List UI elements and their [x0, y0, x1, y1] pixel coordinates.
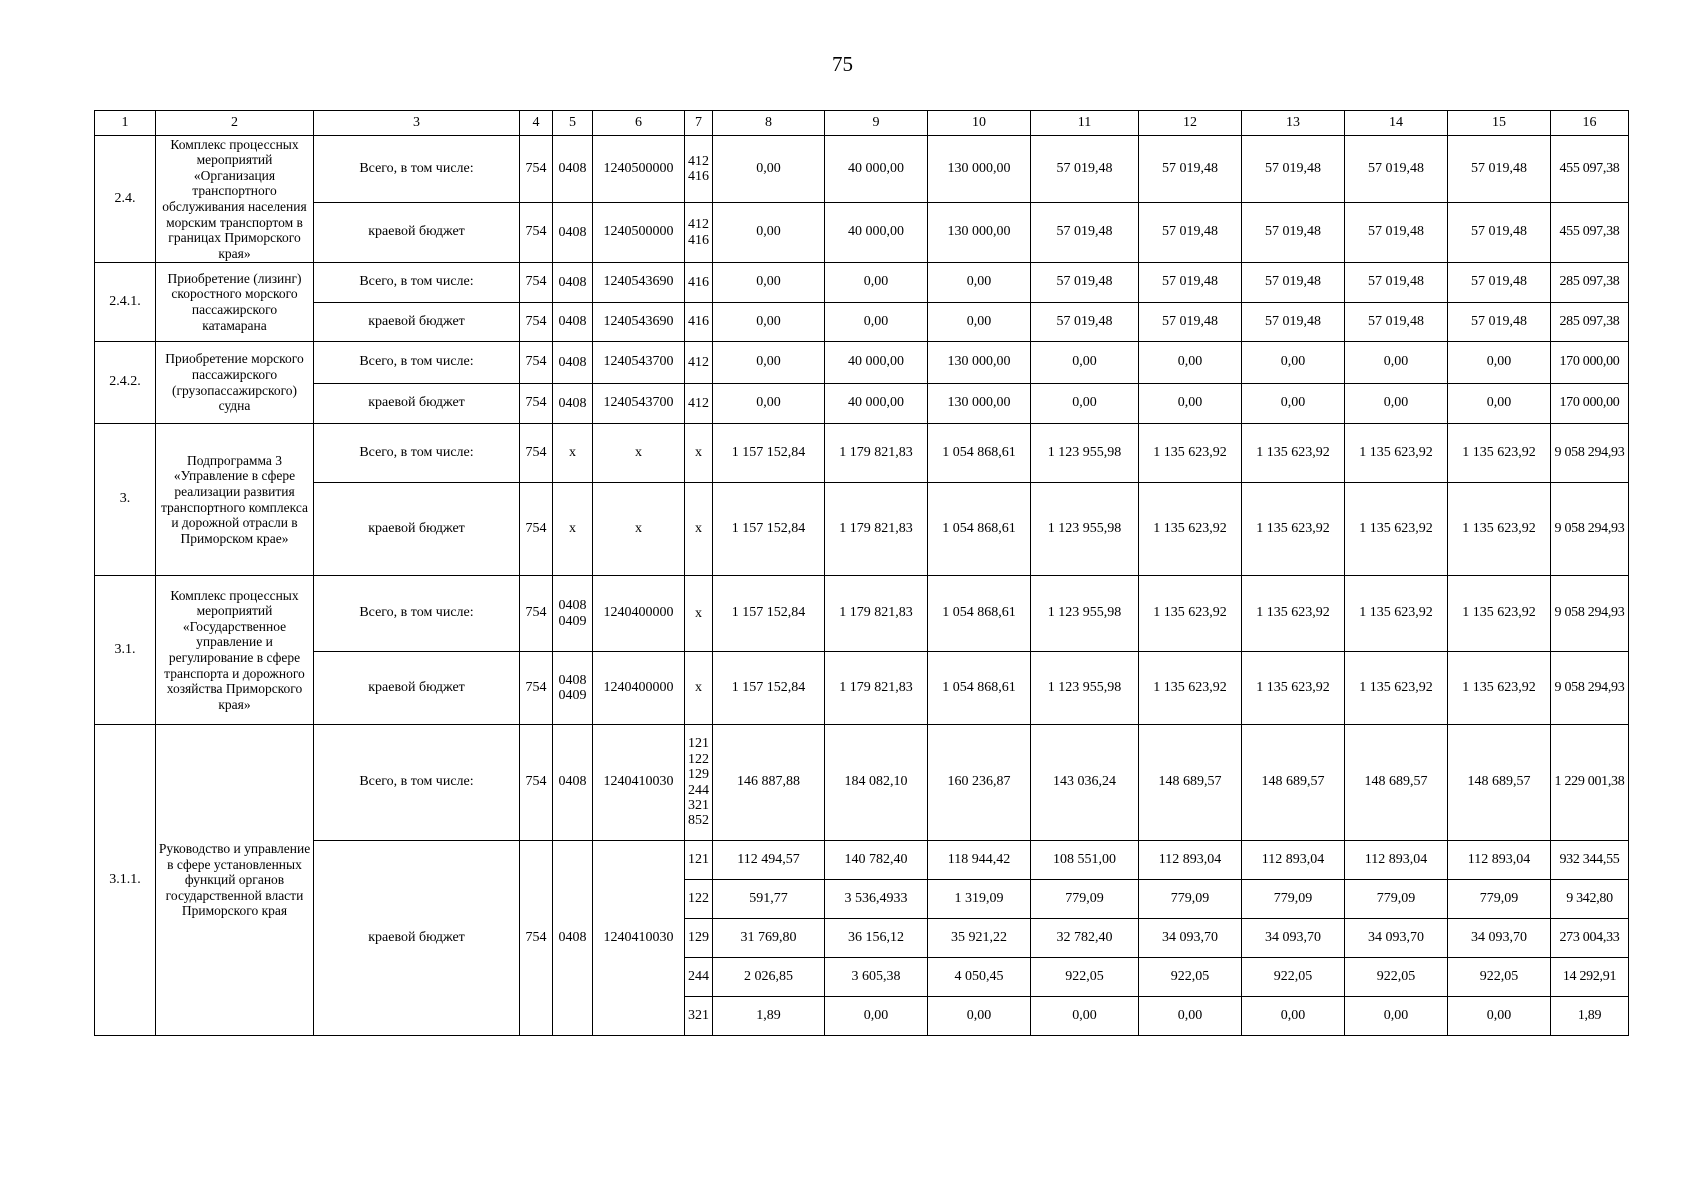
value-cell: 1 135 623,92: [1345, 652, 1448, 725]
expense-type-code: 129: [685, 919, 713, 958]
grbs-code: 754: [520, 841, 553, 1036]
value-cell: 0,00: [1031, 384, 1139, 424]
grbs-code: 754: [520, 203, 553, 263]
value-cell: 112 893,04: [1345, 841, 1448, 880]
value-cell: 1 179 821,83: [825, 483, 928, 576]
column-header: 10: [928, 111, 1031, 136]
value-cell: 932 344,55: [1551, 841, 1629, 880]
expense-type-code: х: [685, 576, 713, 652]
table-row: [95, 576, 1629, 652]
value-cell: 57 019,48: [1448, 203, 1551, 263]
value-cell: 0,00: [928, 997, 1031, 1036]
value-cell: 1 157 152,84: [713, 652, 825, 725]
value-cell: 34 093,70: [1345, 919, 1448, 958]
expense-type-code: 412: [685, 384, 713, 424]
column-header: 4: [520, 111, 553, 136]
section-code: х: [553, 483, 593, 576]
row-code: 3.1.1.: [95, 725, 156, 1036]
value-cell: 779,09: [1448, 880, 1551, 919]
value-cell: 1 157 152,84: [713, 424, 825, 483]
target-article-code: х: [593, 424, 685, 483]
value-cell: 0,00: [1031, 997, 1139, 1036]
column-header: 11: [1031, 111, 1139, 136]
value-cell: 57 019,48: [1448, 136, 1551, 203]
value-cell: 118 944,42: [928, 841, 1031, 880]
table-row: [95, 725, 1629, 841]
value-cell: 57 019,48: [1448, 303, 1551, 342]
value-cell: 57 019,48: [1345, 136, 1448, 203]
column-header: 3: [314, 111, 520, 136]
grbs-code: 754: [520, 303, 553, 342]
grbs-code: 754: [520, 342, 553, 384]
value-cell: 9 058 294,93: [1551, 424, 1629, 483]
value-cell: 1 123 955,98: [1031, 652, 1139, 725]
section-code: 0408: [553, 841, 593, 1036]
value-cell: 1,89: [713, 997, 825, 1036]
row-name: Руководство и управление в сфере установленных функций органов государственной власти Приморского края: [156, 725, 314, 1036]
expense-type-code: 244: [685, 958, 713, 997]
value-cell: 1 157 152,84: [713, 483, 825, 576]
value-cell: 0,00: [1139, 997, 1242, 1036]
section-code: 0408: [553, 303, 593, 342]
funding-source: краевой бюджет: [314, 384, 520, 424]
section-code: 0408 0409: [553, 576, 593, 652]
value-cell: 146 887,88: [713, 725, 825, 841]
row-name: Приобретение морского пассажирского (грузопассажирского) судна: [156, 342, 314, 424]
expense-type-code: 122: [685, 880, 713, 919]
table-row: [95, 384, 1629, 424]
value-cell: 285 097,38: [1551, 303, 1629, 342]
value-cell: 1 319,09: [928, 880, 1031, 919]
value-cell: 779,09: [1031, 880, 1139, 919]
value-cell: 0,00: [1242, 384, 1345, 424]
column-header: 2: [156, 111, 314, 136]
value-cell: 1 135 623,92: [1242, 652, 1345, 725]
value-cell: 0,00: [713, 136, 825, 203]
value-cell: 1 135 623,92: [1139, 652, 1242, 725]
expense-type-code: 121 122 129 244 321 852: [685, 725, 713, 841]
funding-source: Всего, в том числе:: [314, 342, 520, 384]
value-cell: 130 000,00: [928, 203, 1031, 263]
row-name: Приобретение (лизинг) скоростного морского пассажирского катамарана: [156, 263, 314, 342]
value-cell: 130 000,00: [928, 136, 1031, 203]
row-name: Подпрограмма 3 «Управление в сфере реализации развития транспортного комплекса и дорожной отрасли в Приморском крае»: [156, 424, 314, 576]
target-article-code: 1240400000: [593, 652, 685, 725]
section-code: 0408: [553, 725, 593, 841]
section-code: х: [553, 424, 593, 483]
target-article-code: 1240543690: [593, 303, 685, 342]
value-cell: 57 019,48: [1242, 203, 1345, 263]
row-code: 2.4.: [95, 136, 156, 263]
value-cell: 0,00: [1448, 342, 1551, 384]
value-cell: 0,00: [713, 342, 825, 384]
section-code: 0408: [553, 263, 593, 303]
value-cell: 57 019,48: [1448, 263, 1551, 303]
value-cell: 1 123 955,98: [1031, 483, 1139, 576]
value-cell: 34 093,70: [1139, 919, 1242, 958]
value-cell: 0,00: [1345, 997, 1448, 1036]
value-cell: 9 342,80: [1551, 880, 1629, 919]
value-cell: 35 921,22: [928, 919, 1031, 958]
value-cell: 1 135 623,92: [1448, 483, 1551, 576]
value-cell: 32 782,40: [1031, 919, 1139, 958]
value-cell: 273 004,33: [1551, 919, 1629, 958]
value-cell: 57 019,48: [1139, 263, 1242, 303]
value-cell: 57 019,48: [1345, 303, 1448, 342]
value-cell: 143 036,24: [1031, 725, 1139, 841]
value-cell: 130 000,00: [928, 342, 1031, 384]
value-cell: 57 019,48: [1139, 136, 1242, 203]
expense-type-code: х: [685, 652, 713, 725]
value-cell: 0,00: [825, 263, 928, 303]
value-cell: 1 135 623,92: [1242, 576, 1345, 652]
value-cell: 1 123 955,98: [1031, 576, 1139, 652]
value-cell: 9 058 294,93: [1551, 483, 1629, 576]
expense-type-code: 412 416: [685, 136, 713, 203]
value-cell: 1 054 868,61: [928, 483, 1031, 576]
column-header: 9: [825, 111, 928, 136]
value-cell: 922,05: [1139, 958, 1242, 997]
value-cell: 455 097,38: [1551, 203, 1629, 263]
value-cell: 0,00: [1345, 384, 1448, 424]
expense-type-code: х: [685, 483, 713, 576]
value-cell: 57 019,48: [1242, 263, 1345, 303]
target-article-code: х: [593, 483, 685, 576]
column-header: 13: [1242, 111, 1345, 136]
table-row: [95, 841, 1629, 880]
value-cell: 170 000,00: [1551, 384, 1629, 424]
value-cell: 148 689,57: [1448, 725, 1551, 841]
value-cell: 3 605,38: [825, 958, 928, 997]
expense-type-code: 121: [685, 841, 713, 880]
row-code: 3.1.: [95, 576, 156, 725]
row-name: Комплекс процессных мероприятий «Организация транспортного обслуживания населения морским транспортом в границах Приморского края»: [156, 136, 314, 263]
value-cell: 1,89: [1551, 997, 1629, 1036]
value-cell: 1 135 623,92: [1242, 483, 1345, 576]
value-cell: 9 058 294,93: [1551, 576, 1629, 652]
grbs-code: 754: [520, 652, 553, 725]
value-cell: 34 093,70: [1448, 919, 1551, 958]
value-cell: 922,05: [1345, 958, 1448, 997]
value-cell: 0,00: [1242, 997, 1345, 1036]
value-cell: 57 019,48: [1139, 203, 1242, 263]
value-cell: 130 000,00: [928, 384, 1031, 424]
expense-type-code: 416: [685, 263, 713, 303]
funding-source: Всего, в том числе:: [314, 725, 520, 841]
funding-source: Всего, в том числе:: [314, 263, 520, 303]
expense-type-code: 412: [685, 342, 713, 384]
value-cell: 1 179 821,83: [825, 424, 928, 483]
column-header: 6: [593, 111, 685, 136]
value-cell: 0,00: [713, 203, 825, 263]
section-code: 0408: [553, 136, 593, 203]
column-header: 16: [1551, 111, 1629, 136]
value-cell: 1 135 623,92: [1448, 424, 1551, 483]
grbs-code: 754: [520, 136, 553, 203]
value-cell: 112 893,04: [1139, 841, 1242, 880]
header-row: [95, 111, 1629, 136]
value-cell: 0,00: [713, 384, 825, 424]
value-cell: 31 769,80: [713, 919, 825, 958]
table-row: [95, 303, 1629, 342]
value-cell: 9 058 294,93: [1551, 652, 1629, 725]
value-cell: 0,00: [1448, 384, 1551, 424]
value-cell: 57 019,48: [1345, 203, 1448, 263]
target-article-code: 1240543700: [593, 342, 685, 384]
value-cell: 57 019,48: [1345, 263, 1448, 303]
value-cell: 779,09: [1139, 880, 1242, 919]
funding-source: краевой бюджет: [314, 203, 520, 263]
value-cell: 57 019,48: [1031, 136, 1139, 203]
section-code: 0408: [553, 342, 593, 384]
value-cell: 779,09: [1242, 880, 1345, 919]
value-cell: 1 123 955,98: [1031, 424, 1139, 483]
funding-source: краевой бюджет: [314, 652, 520, 725]
funding-source: Всего, в том числе:: [314, 136, 520, 203]
value-cell: 1 054 868,61: [928, 652, 1031, 725]
row-code: 2.4.2.: [95, 342, 156, 424]
column-header: 12: [1139, 111, 1242, 136]
value-cell: 148 689,57: [1345, 725, 1448, 841]
value-cell: 1 157 152,84: [713, 576, 825, 652]
grbs-code: 754: [520, 483, 553, 576]
value-cell: 1 135 623,92: [1448, 576, 1551, 652]
value-cell: 779,09: [1345, 880, 1448, 919]
value-cell: 34 093,70: [1242, 919, 1345, 958]
table-row: [95, 342, 1629, 384]
value-cell: 1 179 821,83: [825, 652, 928, 725]
grbs-code: 754: [520, 384, 553, 424]
target-article-code: 1240410030: [593, 725, 685, 841]
value-cell: 0,00: [928, 263, 1031, 303]
row-name: Комплекс процессных мероприятий «Государственное управление и регулирование в сфере транспорта и дорожного хозяйства Приморского края»: [156, 576, 314, 725]
grbs-code: 754: [520, 424, 553, 483]
budget-table: [94, 110, 1629, 1036]
value-cell: 140 782,40: [825, 841, 928, 880]
value-cell: 0,00: [928, 303, 1031, 342]
value-cell: 40 000,00: [825, 203, 928, 263]
section-code: 0408 0409: [553, 652, 593, 725]
table-row: [95, 424, 1629, 483]
value-cell: 922,05: [1448, 958, 1551, 997]
value-cell: 184 082,10: [825, 725, 928, 841]
column-header: 1: [95, 111, 156, 136]
value-cell: 1 135 623,92: [1345, 576, 1448, 652]
expense-type-code: 412 416: [685, 203, 713, 263]
value-cell: 0,00: [1242, 342, 1345, 384]
value-cell: 2 026,85: [713, 958, 825, 997]
table-row: [95, 652, 1629, 725]
value-cell: 108 551,00: [1031, 841, 1139, 880]
page-number: 75: [832, 52, 853, 76]
funding-source: Всего, в том числе:: [314, 424, 520, 483]
value-cell: 1 135 623,92: [1139, 483, 1242, 576]
value-cell: 0,00: [825, 303, 928, 342]
grbs-code: 754: [520, 725, 553, 841]
target-article-code: 1240500000: [593, 136, 685, 203]
value-cell: 0,00: [1448, 997, 1551, 1036]
value-cell: 1 135 623,92: [1345, 483, 1448, 576]
grbs-code: 754: [520, 263, 553, 303]
value-cell: 0,00: [1139, 384, 1242, 424]
table-row: [95, 483, 1629, 576]
value-cell: 57 019,48: [1031, 303, 1139, 342]
funding-source: краевой бюджет: [314, 303, 520, 342]
value-cell: 1 135 623,92: [1242, 424, 1345, 483]
value-cell: 1 135 623,92: [1139, 576, 1242, 652]
section-code: 0408: [553, 384, 593, 424]
value-cell: 4 050,45: [928, 958, 1031, 997]
value-cell: 285 097,38: [1551, 263, 1629, 303]
table-row: [95, 263, 1629, 303]
funding-source: краевой бюджет: [314, 841, 520, 1036]
value-cell: 0,00: [825, 997, 928, 1036]
value-cell: 36 156,12: [825, 919, 928, 958]
value-cell: 148 689,57: [1242, 725, 1345, 841]
column-header: 15: [1448, 111, 1551, 136]
target-article-code: 1240410030: [593, 841, 685, 1036]
value-cell: 57 019,48: [1242, 136, 1345, 203]
value-cell: 0,00: [1139, 342, 1242, 384]
value-cell: 112 494,57: [713, 841, 825, 880]
section-code: 0408: [553, 203, 593, 263]
value-cell: 148 689,57: [1139, 725, 1242, 841]
table-row: [95, 203, 1629, 263]
value-cell: 57 019,48: [1242, 303, 1345, 342]
target-article-code: 1240500000: [593, 203, 685, 263]
funding-source: Всего, в том числе:: [314, 576, 520, 652]
value-cell: 1 135 623,92: [1139, 424, 1242, 483]
value-cell: 0,00: [1345, 342, 1448, 384]
value-cell: 0,00: [713, 303, 825, 342]
column-header: 5: [553, 111, 593, 136]
expense-type-code: х: [685, 424, 713, 483]
value-cell: 1 054 868,61: [928, 576, 1031, 652]
column-header: 7: [685, 111, 713, 136]
value-cell: 57 019,48: [1031, 263, 1139, 303]
value-cell: 57 019,48: [1031, 203, 1139, 263]
value-cell: 3 536,4933: [825, 880, 928, 919]
value-cell: 922,05: [1242, 958, 1345, 997]
funding-source: краевой бюджет: [314, 483, 520, 576]
value-cell: 1 135 623,92: [1448, 652, 1551, 725]
value-cell: 455 097,38: [1551, 136, 1629, 203]
value-cell: 591,77: [713, 880, 825, 919]
value-cell: 0,00: [713, 263, 825, 303]
value-cell: 170 000,00: [1551, 342, 1629, 384]
value-cell: 14 292,91: [1551, 958, 1629, 997]
value-cell: 1 229 001,38: [1551, 725, 1629, 841]
value-cell: 0,00: [1031, 342, 1139, 384]
target-article-code: 1240400000: [593, 576, 685, 652]
value-cell: 1 179 821,83: [825, 576, 928, 652]
value-cell: 40 000,00: [825, 342, 928, 384]
value-cell: 922,05: [1031, 958, 1139, 997]
value-cell: 1 054 868,61: [928, 424, 1031, 483]
row-code: 3.: [95, 424, 156, 576]
value-cell: 112 893,04: [1448, 841, 1551, 880]
value-cell: 1 135 623,92: [1345, 424, 1448, 483]
target-article-code: 1240543700: [593, 384, 685, 424]
value-cell: 112 893,04: [1242, 841, 1345, 880]
value-cell: 40 000,00: [825, 384, 928, 424]
column-header: 8: [713, 111, 825, 136]
row-code: 2.4.1.: [95, 263, 156, 342]
expense-type-code: 416: [685, 303, 713, 342]
expense-type-code: 321: [685, 997, 713, 1036]
column-header: 14: [1345, 111, 1448, 136]
grbs-code: 754: [520, 576, 553, 652]
value-cell: 40 000,00: [825, 136, 928, 203]
target-article-code: 1240543690: [593, 263, 685, 303]
value-cell: 57 019,48: [1139, 303, 1242, 342]
value-cell: 160 236,87: [928, 725, 1031, 841]
table-row: [95, 136, 1629, 203]
